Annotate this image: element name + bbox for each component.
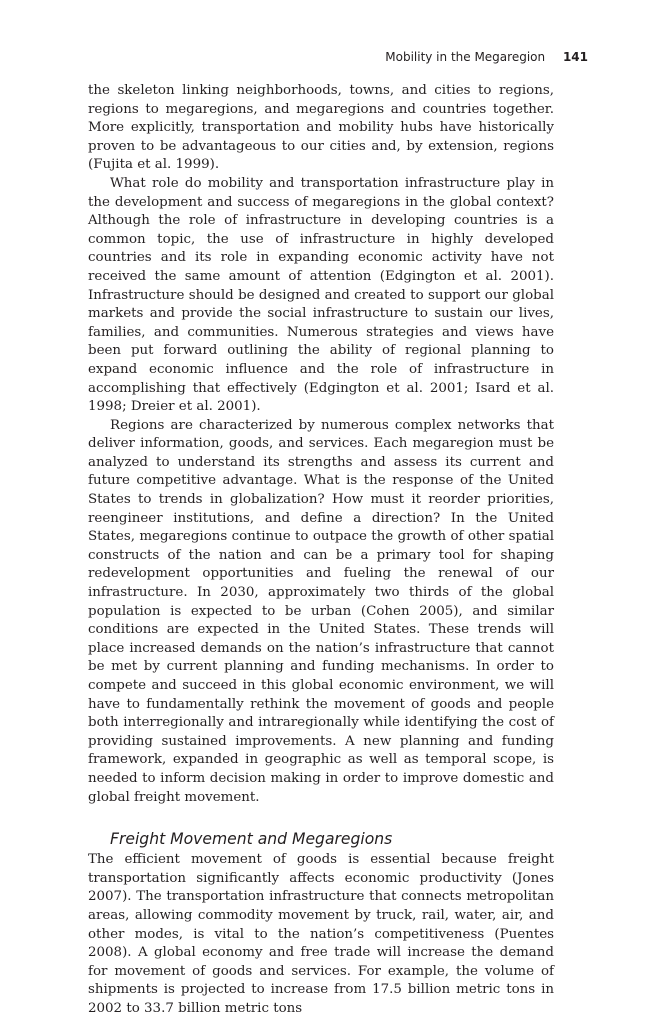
paragraph-regions-networks: Regions are characterized by numerous complex networks that deliver information, goods, and services. Each megaregion must be analyzed to understand its strengths and assess its current and future competitive advantage. What is the response of the United States to trends in globalization? How must it reorder priorities, reengineer institutions, and define a direction? In the United States, megaregions continue to outpace the growth of other spatial constructs of the nation and can be a primary tool for shaping redevelopment opportunities and fueling the renewal of our infrastructure. In 2030, approximately two thirds of the global population is expected to be urban (Cohen 2005), and similar conditions are expected in the United States. These trends will place increased demands on the nation’s infrastructure that cannot be met by current planning and funding mechanisms. In order to compete and succeed in this global economic environment, we will have to fundamentally rethink the movement of goods and people both interregionally and intraregionally while identifying the cost of providing sustained improvements. A new planning and funding framework, expanded in geographic as well as temporal scope, is needed to inform decision making in order to improve domestic and global freight movement. bbox=[88, 417, 554, 805]
paragraph-infrastructure-role: What role do mobility and transportation infrastructure play in the development and success of megaregions in the global context? Although the role of infrastructure in developing countries is a common topic, the use of infrastructure in highly developed countries and its role in expanding economic activity have not received the same amount of attention (Edgington et al. 2001). Infrastructure should be designed and created to support our global markets and provide the social infrastructure to sustain our lives, families, and communities. Numerous strategies and views have been put forward outlining the ability of regional planning to expand economic influence and the role of infrastructure in accomplishing that effectively (Edgington et al. 2001; Isard et al. 1998; Dreier et al. 2001). bbox=[88, 175, 554, 415]
paragraph-continued: the skeleton linking neighborhoods, towns, and cities to regions, regions to megaregions, and megaregions and countries together. More explicitly, transportation and mobility hubs have historically proven to be advantageous to our cities and, by extension, regions (Fujita et al. 1999). bbox=[88, 83, 554, 173]
page-number: 141 bbox=[562, 50, 588, 64]
section-heading: Freight Movement and Megaregions bbox=[110, 830, 393, 849]
running-head-title: Mobility in the Megaregion bbox=[385, 50, 546, 64]
paragraph-freight-movement: The efficient movement of goods is essential because freight transportation significantly affects economic productivity (Jones 2007). The transportation infrastructure that connects metropolitan areas, allowing commodity movement by truck, rail, water, air, and other modes, is vital to the nation’s competitiveness (Puentes 2008). A global economy and free trade will increase the demand for movement of goods and services. For example, the volume of shipments is projected to increase from 17.5 billion metric tons in 2002 to 33.7 billion metric tons bbox=[88, 852, 554, 1016]
body-text bbox=[88, 82, 554, 1019]
running-head bbox=[385, 50, 588, 64]
